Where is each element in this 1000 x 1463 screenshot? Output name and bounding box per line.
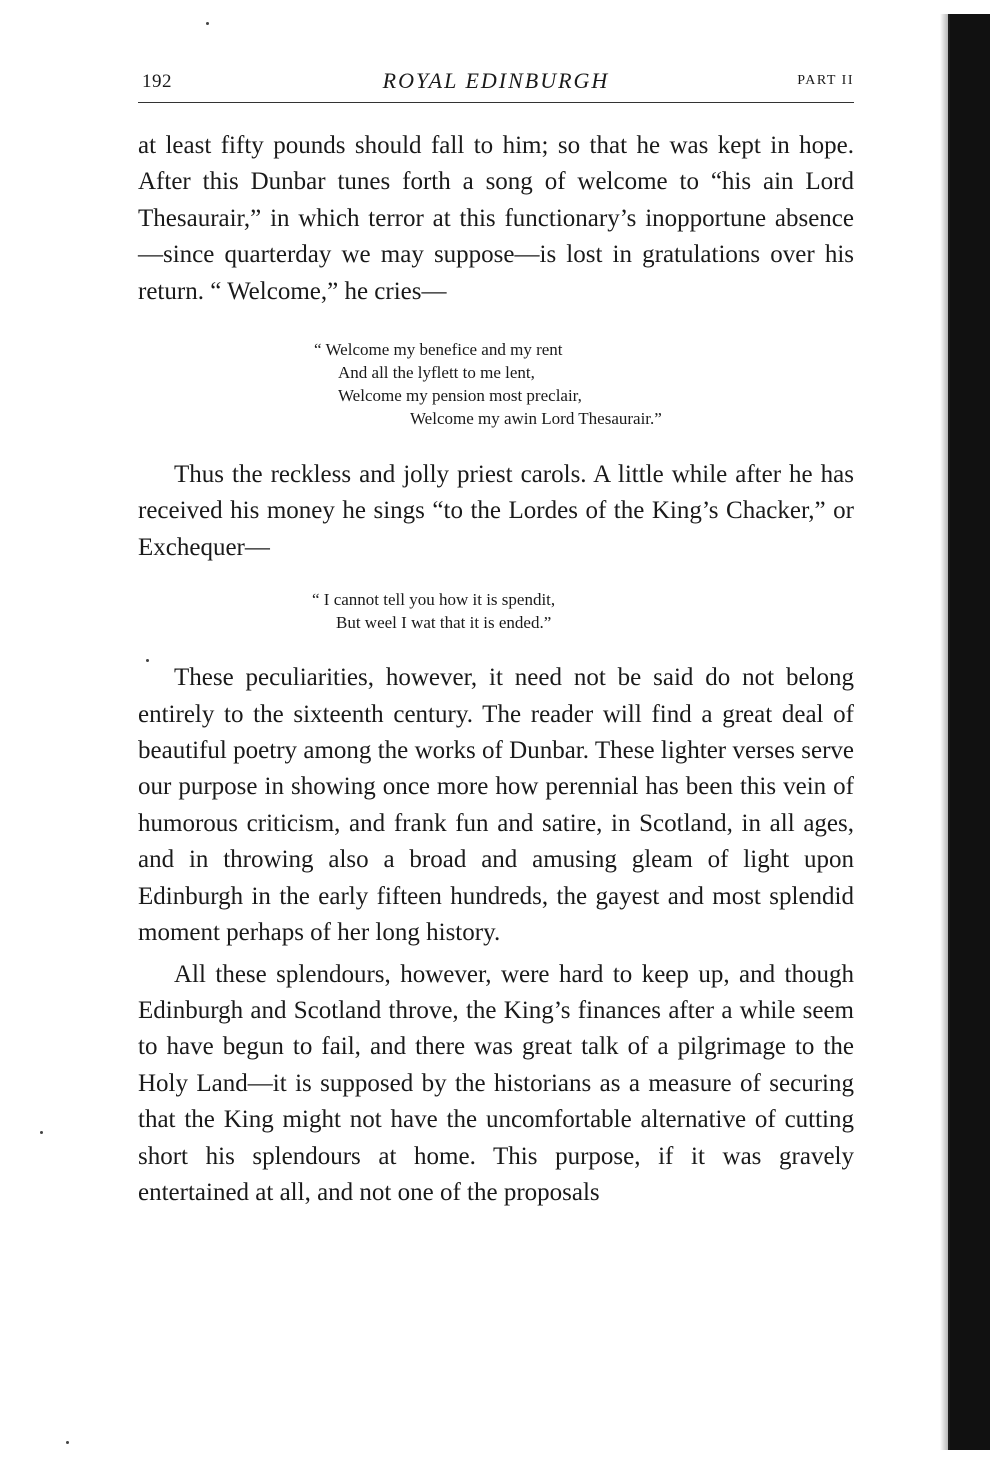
scan-speck (66, 1441, 69, 1444)
verse-line: “ Welcome my benefice and my rent (314, 340, 563, 360)
page-number: 192 (142, 71, 172, 92)
verse-quote-2 (312, 588, 854, 634)
paragraph-3: These peculiarities, however, it need not be said do not belong entirely to the sixteenth century. The reader will find a great deal of beautiful poetry among the works of Dunbar. These lighter verses serve our purpose in showing once more how perennial has been this vein of humorous criticism, and frank fun and satire, in Scotland, in all ages, and in throwing also a broad and amusing gleam of light upon Edinburgh in the early fifteen hundreds, the gayest and most splendid moment perhaps of her long history. (138, 664, 854, 947)
paragraph-4: All these splendours, however, were hard to keep up, and though Edinburgh and Scotland throve, the King’s finances after a while seem to have begun to fail, and there was great talk of a pilgrimage to the Holy Land—it is supposed by the historians as a measure of securing that the King might not have the uncomfortable alternative of cutting short his splendours at home. This purpose, if it was gravely entertained at all, and not one of the proposals (138, 960, 854, 1206)
verse-line: Welcome my awin Lord Thesaurair.” (410, 409, 662, 429)
verse-quote-1 (314, 338, 854, 430)
binding-shadow (948, 14, 990, 1450)
paragraph-1: at least fifty pounds should fall to him; so that he was kept in hope. After this Dunbar tunes forth a song of welcome to “his ain Lord Thesaurair,” in which terror at this functionary’s inopportune absence—since quarterday we may suppose—is lost in gratulations over his return. “ Welcome,” he cries— (138, 132, 854, 305)
paragraph-2: Thus the reckless and jolly priest carols. A little while after he has received his money he sings “to the Lordes of the King’s Chacker,” or Exchequer— (138, 461, 854, 561)
verse-line: “ I cannot tell you how it is spendit, (312, 590, 556, 610)
verse-line: Welcome my pension most preclair, (338, 386, 582, 406)
scan-speck (40, 1131, 43, 1134)
verse-line: But weel I wat that it is ended.” (336, 613, 552, 633)
body-text (138, 128, 854, 1211)
scan-speck (206, 22, 209, 25)
verse-line: And all the lyflett to me lent, (338, 363, 535, 383)
running-header (138, 66, 854, 103)
part-label: PART II (797, 73, 854, 88)
running-title: ROYAL EDINBURGH (382, 68, 610, 93)
